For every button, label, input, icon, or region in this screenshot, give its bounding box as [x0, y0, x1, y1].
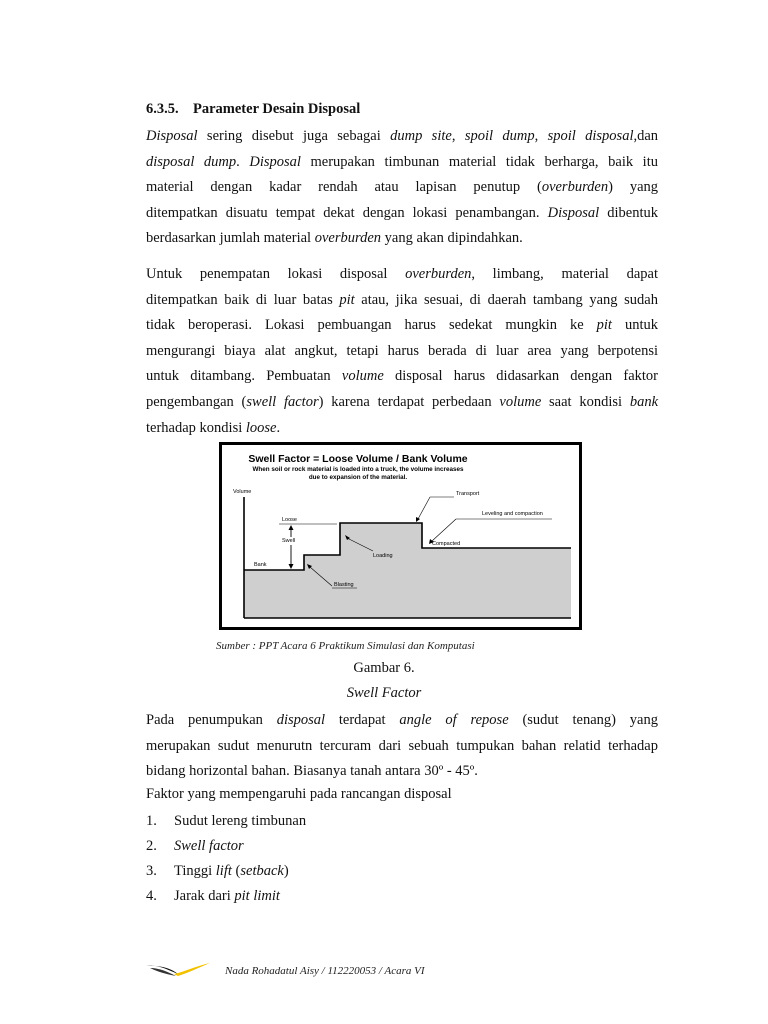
paragraph-line [146, 150, 658, 176]
term: dump site [390, 128, 452, 144]
term: Swell factor [174, 838, 244, 854]
text: material dengan kadar rendah atau lapisan penutup ( [146, 179, 542, 196]
figure-source: Sumber : PPT Acara 6 Praktikum Simulasi dan Komputasi [216, 640, 475, 652]
paragraph-line [146, 759, 658, 785]
text: saat kondisi [541, 393, 630, 410]
factors-intro: Faktor yang mempengaruhi pada rancangan disposal [146, 786, 452, 802]
label-loading: Loading [373, 553, 393, 559]
list-number: 3. [146, 863, 157, 879]
text: untuk ditambang. Pembuatan [146, 368, 342, 385]
figure-subtitle-2: due to expansion of the material. [308, 474, 408, 481]
list-item [146, 811, 306, 836]
text: ditempatkan baik di luar batas [146, 291, 340, 308]
footer-text: Nada Rohadatul Aisy / 112220053 / Acara VI [225, 965, 425, 977]
term: Disposal [249, 153, 301, 170]
term: pit limit [234, 888, 280, 904]
paragraph-line [146, 708, 658, 734]
term: disposal dump [146, 153, 237, 170]
term: spoil disposal [547, 128, 634, 144]
text: Sudut lereng timbunan [174, 813, 307, 829]
label-compacted: Compacted [432, 541, 461, 547]
paragraph-line [146, 288, 658, 314]
text: Jarak dari [174, 888, 235, 904]
text: , [534, 128, 548, 144]
arrow-head-icon [416, 517, 420, 522]
term: Disposal [146, 128, 198, 144]
term: volume [499, 393, 542, 410]
term: loose [245, 419, 277, 436]
term: overburden [541, 179, 609, 196]
term: setback [240, 863, 284, 879]
text: yang akan dipindahkan. [381, 230, 523, 247]
term: pit [596, 317, 612, 334]
term: angle of repose [399, 712, 509, 728]
text: , limbang, material dapat [471, 266, 659, 282]
text: ) [283, 863, 289, 879]
transport-leader-diag [418, 497, 430, 519]
list-item [146, 886, 306, 911]
term: spoil dump [464, 128, 535, 144]
term: lift [215, 863, 232, 879]
label-swell: Swell [282, 538, 296, 544]
text: terdapat [325, 712, 400, 728]
paragraph-disposal-placement [146, 262, 658, 441]
text: (sudut tenang) yang [508, 712, 658, 728]
text: ditempatkan disuatu tempat dekat dengan lokasi penambangan. [146, 204, 548, 221]
list-number: 1. [146, 813, 157, 829]
text: sering disebut juga sebagai [197, 128, 391, 144]
term: overburden [405, 266, 472, 282]
paragraph-line [146, 313, 658, 339]
text: , [451, 128, 465, 144]
paragraph-line [146, 201, 658, 227]
paragraph-disposal-definition [146, 124, 658, 252]
section-heading [146, 101, 666, 118]
text: terhadap kondisi [146, 419, 246, 436]
list-number: 2. [146, 838, 157, 854]
term: bank [629, 393, 658, 410]
text: ( [231, 863, 241, 879]
factors-list [146, 811, 306, 911]
axis-label-volume: Volume [233, 489, 252, 495]
term: Disposal [547, 204, 600, 221]
text: tidak beroperasi. Lokasi pembuangan harus sedekat mungkin ke [146, 317, 597, 334]
paragraph-line [146, 734, 658, 760]
arrow-head-icon [289, 525, 294, 530]
text: merupakan timbunan material tidak berharga, baik itu [300, 153, 658, 170]
arrow-head-icon [289, 564, 294, 569]
term: disposal [276, 712, 326, 728]
term: overburden [314, 230, 382, 247]
text: untuk [611, 317, 658, 334]
term: pit [339, 291, 355, 308]
text: merupakan sudut menurutn tercuram dari sebuah tumpukan bahan relatid terhadap [146, 737, 658, 754]
figure-title-caption: Swell Factor [346, 685, 422, 701]
paragraph-line [146, 416, 658, 442]
text: atau, jika sesuai, di daerah tambang yang sudah [354, 291, 658, 308]
text: . [236, 153, 250, 170]
label-blasting: Blasting [334, 582, 354, 588]
paragraph-line [146, 124, 658, 150]
text: ) karena terdapat perbedaan [318, 393, 500, 410]
label-bank: Bank [254, 562, 267, 568]
swell-factor-figure [219, 442, 582, 630]
paragraph-line [146, 364, 658, 390]
text: dibentuk [599, 204, 658, 221]
text: Pada penumpukan [146, 712, 277, 728]
paragraph-line [146, 339, 658, 365]
figure-title: Swell Factor = Loose Volume / Bank Volume [248, 453, 468, 465]
text: berdasarkan jumlah material [146, 230, 315, 247]
text: Tinggi [174, 863, 216, 879]
text: . [276, 419, 281, 436]
list-item [146, 836, 306, 861]
label-transport: Transport [456, 491, 480, 497]
leveling-leader-diag [432, 519, 456, 541]
figure-number: Gambar 6. [353, 660, 415, 676]
list-item [146, 861, 306, 886]
text: pengembangan ( [146, 393, 247, 410]
term: swell factor [246, 393, 319, 410]
paragraph-angle-of-repose [146, 708, 658, 785]
figure-subtitle-1: When soil or rock material is loaded into a truck, the volume increases [252, 466, 464, 473]
text: ,dan [633, 128, 659, 144]
paragraph-line [146, 226, 658, 252]
paragraph-line [146, 390, 658, 416]
term: volume [341, 368, 384, 385]
label-leveling: Leveling and compaction [482, 511, 543, 517]
text: ) yang [608, 179, 658, 196]
section-number: 6.3.5. [146, 101, 179, 117]
paragraph-line [146, 262, 658, 288]
footer-logo-icon [144, 960, 214, 980]
label-loose: Loose [282, 517, 297, 523]
paragraph-line [146, 175, 658, 201]
swell-factor-diagram [222, 445, 579, 627]
text: Untuk penempatan lokasi disposal [146, 266, 406, 282]
text: disposal harus didasarkan dengan faktor [383, 368, 658, 385]
list-number: 4. [146, 888, 157, 904]
section-title: Parameter Desain Disposal [193, 101, 361, 117]
text: bidang horizontal bahan. Biasanya tanah antara 30º - 45º. [146, 763, 478, 780]
text: mengurangi biaya alat angkut, tetapi harus berada di luar area yang berpotensi [146, 342, 658, 359]
